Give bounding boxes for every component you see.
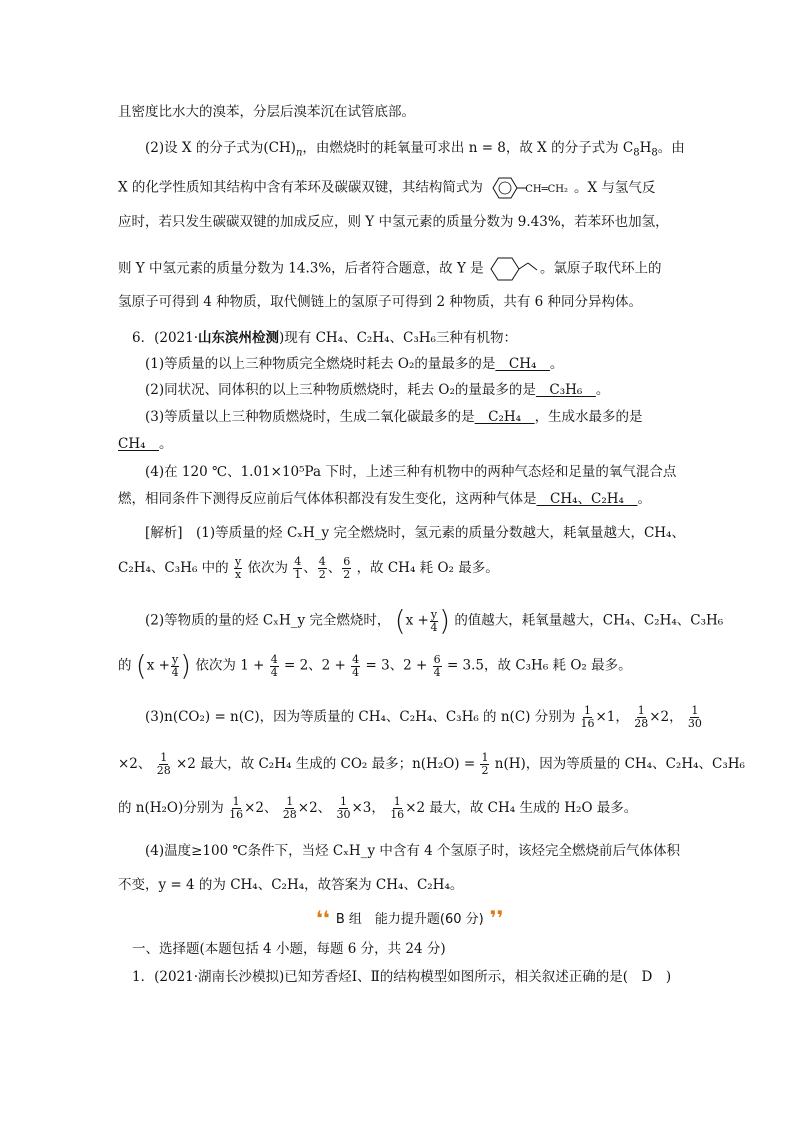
analysis-line: ×2、 $\frac{1}{28}$ ×2 最大，故 C₂H₄ 生成的 CO₂ 最多；n(H₂O) = $\frac{1}{2}$ n(H)，因为等质量的 CH₄、C₂H₄、C₃H₆	[118, 751, 745, 777]
answer-blank: C₃H₆	[535, 382, 596, 398]
fraction: $\frac{y}{4}$	[171, 652, 179, 679]
fraction: $\frac{y}{x}$	[234, 555, 242, 581]
styrene-label: CH═CH₂	[525, 183, 568, 195]
analysis-line: 的 n(H₂O)分别为 $\frac{1}{16}$ ×2、 $\frac{1}{28}$ ×2、 $\frac{1}{30}$ ×3， $\frac{1}{16}$ ×2 最大，故 CH₄ 生成的 H₂O 最多。	[118, 795, 638, 821]
answer-blank: C₂H₄	[474, 409, 535, 425]
fraction: $\frac{y}{4}$	[430, 607, 438, 634]
question-6-4-cont: 燃，相同条件下测得反应前后气体体积都没有发生变化，这两种气体是 CH₄、C₂H₄ 。	[118, 491, 651, 507]
fraction: $\frac{4}{4}$	[352, 652, 360, 679]
analysis-line: (2)等物质的量的烃 CₓH_y 完全燃烧时， (x + $\frac{y}{4}$ ) 的值越大，耗氧量越大，CH₄、C₂H₄、C₃H₆	[145, 604, 724, 637]
right-quote-icon: ❜❜	[489, 905, 504, 930]
question-6-1: (1)等质量的以上三种物质完全燃烧时耗去 O₂的量最多的是 CH₄ 。	[145, 356, 564, 372]
question-6-4: (4)在 120 ℃、1.01×10⁵Pa 下时，上述三种有机物中的两种气态烃和足量的氧气混合点	[145, 464, 677, 480]
answer-blank: CH₄、C₂H₄	[536, 491, 638, 507]
ethylcyclohexane-structure-icon	[488, 256, 540, 282]
fraction: $\frac{4}{1}$	[294, 555, 302, 581]
text-line: (2)设 X 的分子式为$(CH)_n$，由燃烧时的耗氧量可求出 n = 8，故 X 的分子式为 $C_8H_8$。由	[145, 140, 685, 159]
text-line: 则 Y 中氢元素的质量分数为 14.3%，后者符合题意，故 Y 是 。氯原子取代环上的	[118, 256, 661, 282]
fraction: $\frac{4}{2}$	[318, 555, 326, 581]
fraction: $\frac{1}{28}$	[282, 795, 297, 821]
analysis-line: (3)n(CO₂) = n(C)，因为等质量的 CH₄、C₂H₄、C₃H₆ 的 n(C) 分别为 $\frac{1}{16}$ ×1， $\frac{1}{28}$ ×2， $\frac{1}{30}$	[145, 704, 702, 730]
text-line: X 的化学性质知其结构中含有苯环及碳碳双键，其结构简式为 CH═CH₂ 。X 与氢气反	[118, 176, 655, 200]
banner-title: B 组 能力提升题(60 分)	[335, 912, 484, 927]
fraction: $\frac{4}{4}$	[270, 652, 278, 679]
fraction: $\frac{1}{28}$	[634, 704, 649, 730]
section-heading: 一、选择题(本题包括 4 小题，每题 6 分，共 24 分)	[132, 941, 446, 957]
analysis-line: (4)温度≥100 ℃条件下，当烃 CₓH_y 中含有 4 个氢原子时，该烃完全燃烧前后气体体积	[145, 843, 681, 859]
analysis-line: 不变，y = 4 的为 CH₄、C₂H₄，故答案为 CH₄、C₂H₄。	[118, 877, 464, 893]
fraction: $\frac{1}{30}$	[687, 704, 702, 730]
analysis-line: C₂H₄、C₃H₆ 中的 $\frac{y}{x}$ 依次为 $\frac{4}{1}$ 、 $\frac{4}{2}$ 、 $\frac{6}{2}$ ，故 CH₄ 耗 O₂ 最多。	[118, 555, 499, 581]
fraction: $\frac{1}{28}$	[156, 751, 171, 777]
fraction: $\frac{1}{2}$	[481, 751, 489, 777]
fraction: $\frac{6}{2}$	[343, 555, 351, 581]
left-quote-icon: ❛❛	[316, 905, 330, 930]
text-line: 应时，若只发生碳碳双键的加成反应，则 Y 中氢元素的质量分数为 9.43%，若苯环也加氢，	[118, 214, 669, 230]
analysis-line: 的 (x + $\frac{y}{4}$ ) 依次为 1 + $\frac{4}{4}$ = 2、2 + $\frac{4}{4}$ = 3、2 + $\frac{6}{4}$ = 3.5，故 C₃H₆ 耗 O₂ 最多。	[118, 649, 632, 682]
text-line: 氢原子可得到 4 种物质，取代侧链上的氢原子可得到 2 种物质，共有 6 种同分异构体。	[118, 294, 643, 310]
analysis-line: [解析] (1)等质量的烃 CₓH_y 完全燃烧时，氢元素的质量分数越大，耗氧量越大，CH₄、	[145, 525, 685, 541]
fraction: $\frac{1}{16}$	[229, 795, 244, 821]
fraction: $\frac{1}{16}$	[580, 704, 595, 730]
answer-blank: CH₄	[118, 436, 160, 452]
question-6-3-cont: CH₄ 。	[118, 436, 173, 452]
question-6-3: (3)等质量以上三种物质燃烧时，生成二氧化碳最多的是 C₂H₄ ，生成水最多的是	[145, 409, 643, 425]
question-1: 1．(2021·湖南长沙模拟)已知芳香烃Ⅰ、Ⅱ的结构模型如图所示，相关叙述正确的是( D )	[132, 969, 672, 985]
text-line: 且密度比水大的溴苯，分层后溴苯沉在试管底部。	[118, 104, 415, 120]
section-banner	[316, 905, 504, 930]
fraction: $\frac{1}{16}$	[390, 795, 405, 821]
answer-blank: CH₄	[495, 356, 550, 372]
question-6: 6．(2021·山东滨州检测)现有 CH₄、C₂H₄、C₃H₆三种有机物：	[132, 330, 517, 346]
question-6-2: (2)同状况、同体积的以上三种物质燃烧时，耗去 O₂的量最多的是 C₃H₆ 。	[145, 382, 610, 398]
fraction: $\frac{6}{4}$	[433, 652, 441, 679]
fraction: $\frac{1}{30}$	[336, 795, 351, 821]
